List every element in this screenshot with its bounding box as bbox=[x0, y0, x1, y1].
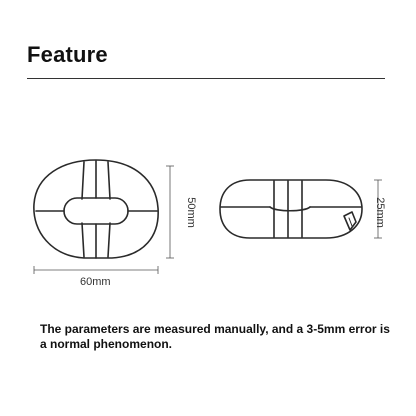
width-dimension-label: 60mm bbox=[80, 276, 111, 288]
page-title: Feature bbox=[27, 42, 108, 67]
front-strap-top-1 bbox=[82, 162, 84, 199]
side-height-dimension-label: 25mm bbox=[373, 197, 386, 228]
front-strap-bottom-3 bbox=[108, 223, 110, 257]
cable-organizer-front-view-icon bbox=[34, 160, 158, 258]
front-strap-top-3 bbox=[108, 162, 110, 199]
front-strap-bottom-1 bbox=[82, 223, 84, 257]
width-dimension bbox=[34, 266, 158, 274]
cable-organizer-side-view-icon bbox=[220, 180, 362, 238]
front-height-dimension-label: 50mm bbox=[184, 197, 197, 228]
side-latch-mark bbox=[349, 218, 352, 226]
side-slot bbox=[270, 207, 310, 211]
side-outer-body bbox=[220, 180, 362, 238]
measurement-note: The parameters are measured manually, and a 3-5mm error is a normal phenomenon. bbox=[40, 322, 390, 351]
front-center-hole bbox=[64, 198, 128, 224]
front-height-dimension bbox=[166, 166, 174, 258]
